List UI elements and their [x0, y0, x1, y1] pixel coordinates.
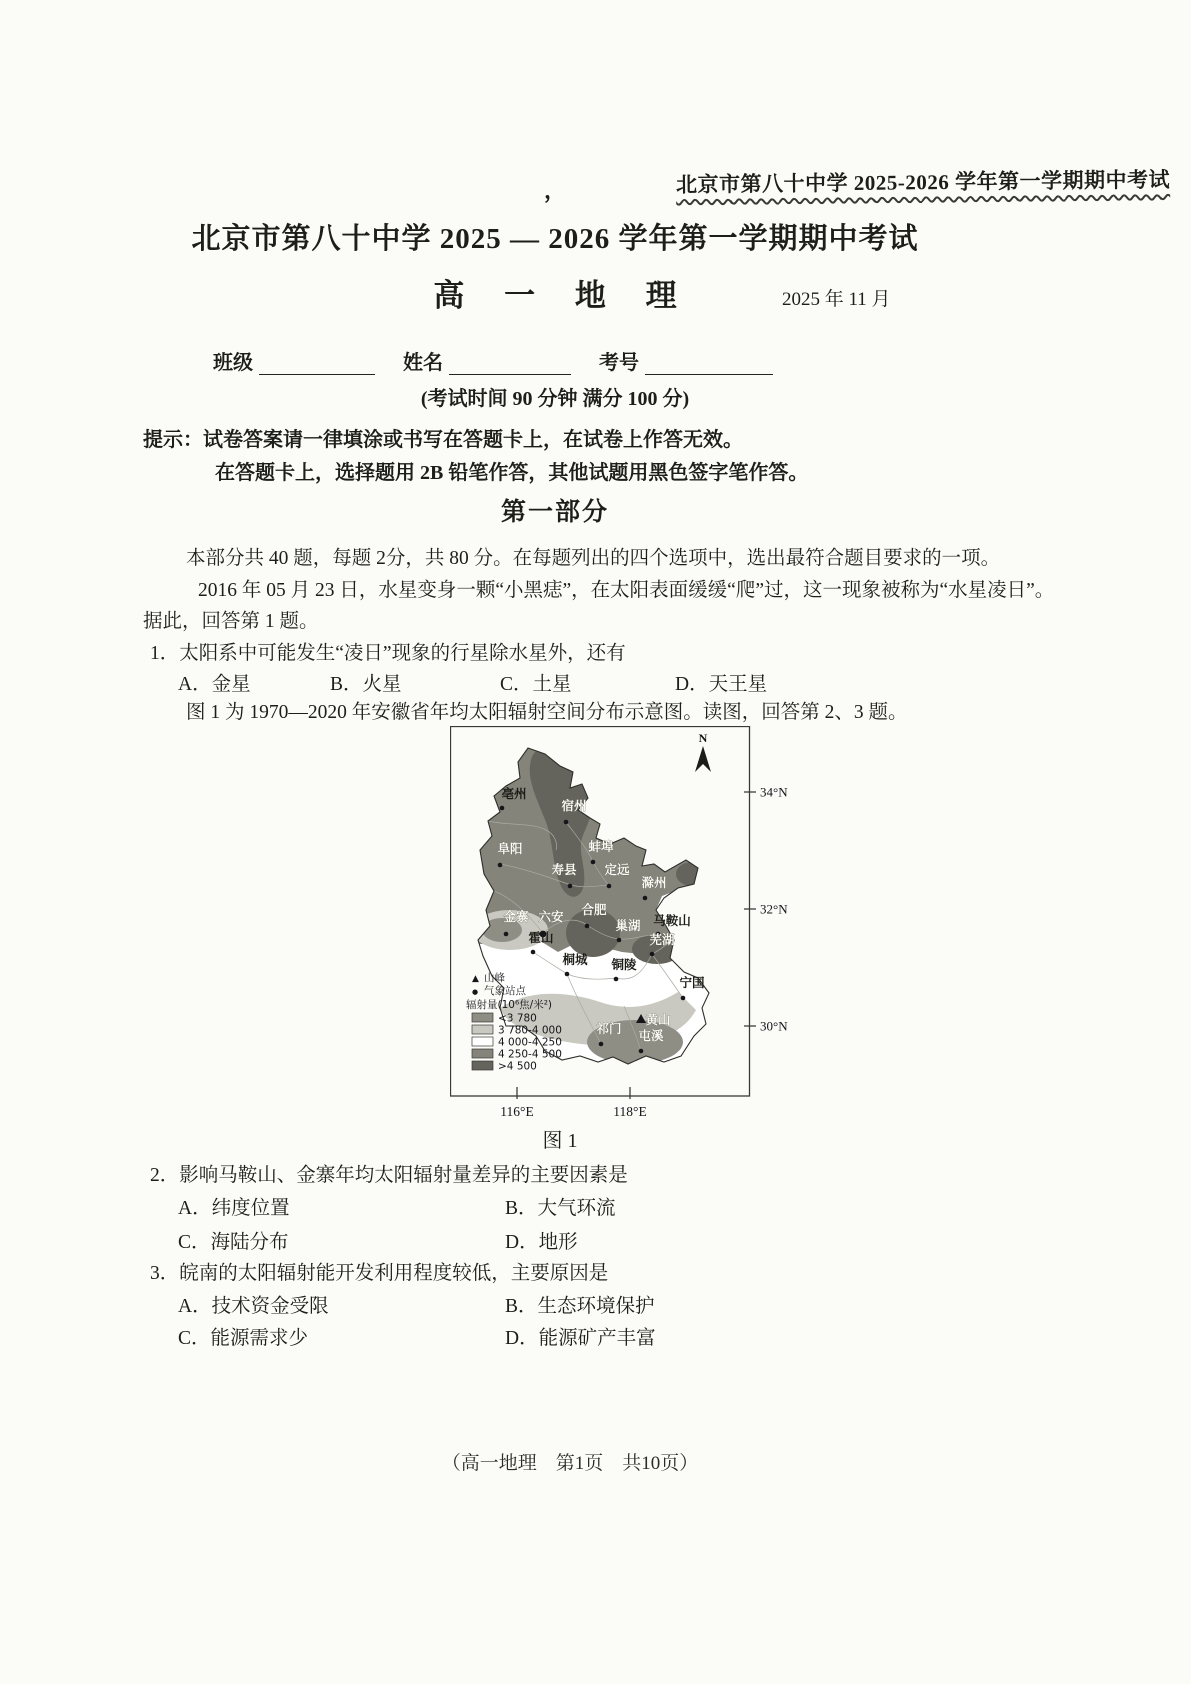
subject-title: 高 一 地 理: [433, 278, 693, 313]
legend-swatch: [472, 1013, 493, 1022]
weather-station-dot: [565, 972, 570, 977]
figure-intro: 图 1 为 1970—2020 年安徽省年均太阳辐射空间分布示意图。读图，回答第 2、3 题。: [186, 702, 908, 723]
option-2a: A．纬度位置: [178, 1198, 290, 1219]
city-label: 定远: [604, 862, 630, 877]
weather-station-dot: [681, 996, 686, 1001]
option-2d: D．地形: [505, 1232, 578, 1253]
exam-date: 2025 年 11 月: [782, 289, 891, 310]
option-3b: B．生态环境保护: [505, 1296, 655, 1317]
class-blank-line: [259, 352, 375, 375]
section-title: 第一部分: [500, 499, 609, 526]
city-label: 巢湖: [615, 918, 641, 933]
question-1-text: 太阳系中可能发生“凌日”现象的行星除水星外，还有: [179, 643, 626, 664]
weather-station-dot: [591, 860, 596, 865]
legend-class-label: <3 780: [498, 1012, 537, 1025]
city-label: 寿县: [551, 862, 577, 877]
question-1: [150, 637, 626, 665]
legend-swatch: [472, 1061, 493, 1070]
city-label: 铜陵: [611, 957, 637, 972]
legend-symbol-label: 气象站点: [484, 985, 526, 997]
question-2-options-row-2: [0, 1226, 1191, 1256]
exam-number-label: 考号: [599, 352, 639, 374]
city-label: 宁国: [679, 975, 705, 990]
longitude-label: 118°E: [613, 1104, 647, 1119]
question-1-options: [0, 668, 1191, 698]
city-label: 桐城: [562, 952, 588, 967]
weather-station-dot: [504, 932, 509, 937]
class-label: 班级: [213, 352, 253, 374]
city-label: 阜阳: [497, 841, 523, 856]
city-label: 祁门: [596, 1021, 622, 1036]
city-label: 宿州: [561, 798, 587, 813]
option-3c: C．能源需求少: [178, 1328, 309, 1349]
option-1a: A．金星: [178, 674, 251, 695]
weather-station-dot: [607, 884, 612, 889]
student-info-row: [213, 346, 773, 375]
weather-station-dot: [585, 924, 590, 929]
name-label: 姓名: [403, 352, 443, 374]
anhui-radiation-map: [450, 726, 800, 1122]
city-label: 黄山: [645, 1012, 671, 1027]
weather-station-dot: [639, 1049, 644, 1054]
city-label: 金寨: [503, 909, 529, 924]
option-3d: D．能源矿产丰富: [505, 1328, 656, 1349]
question-2-text: 影响马鞍山、金寨年均太阳辐射量差异的主要因素是: [179, 1165, 628, 1186]
latitude-label: 34°N: [760, 784, 788, 800]
question-context-line-2: 据此，回答第 1 题。: [143, 611, 319, 632]
question-3-text: 皖南的太阳辐射能开发利用程度较低，主要原因是: [179, 1263, 609, 1284]
city-label: 霍山: [528, 930, 554, 945]
weather-station-dot: [531, 950, 536, 955]
exam-title: 北京市第八十中学 2025 — 2026 学年第一学期期中考试: [191, 223, 919, 255]
option-2b: B．大气环流: [505, 1198, 616, 1219]
weather-station-dot: [650, 952, 655, 957]
city-label: 屯溪: [638, 1028, 664, 1043]
weather-station-dot: [617, 938, 622, 943]
page-footer: （高一地理 第1页 共10页）: [441, 1453, 699, 1474]
latitude-label: 32°N: [760, 901, 788, 917]
question-2-number: 2．: [150, 1165, 180, 1186]
weather-station-dot: [568, 884, 573, 889]
legend-symbol-glyph: ▲: [472, 974, 479, 984]
city-label: 亳州: [501, 786, 527, 801]
name-blank-line: [449, 352, 571, 375]
legend-symbol-label: 山峰: [484, 972, 505, 984]
weather-station-dot: [614, 977, 619, 982]
svg-text:N: N: [698, 731, 708, 745]
legend-swatch: [472, 1025, 493, 1034]
legend-class-label: >4 500: [498, 1060, 537, 1073]
legend-class-label: 4 250-4 500: [498, 1048, 562, 1061]
legend-swatch: [472, 1037, 493, 1046]
exam-duration-info: (考试时间 90 分钟 满分 100 分): [420, 388, 690, 410]
legend-title: 辐射量(10⁶焦/米²): [466, 999, 553, 1011]
city-label: 合肥: [581, 902, 607, 917]
figure-caption: 图 1: [542, 1130, 578, 1152]
radiation-zone-gt4500-northeast: [676, 862, 708, 886]
weather-station-dot: [599, 1042, 604, 1047]
notice-line-2: 在答题卡上，选择题用 2B 铅笔作答，其他试题用黑色签字笔作答。: [215, 462, 809, 484]
question-3: [150, 1257, 608, 1285]
exam-number-blank-line: [645, 352, 773, 375]
question-2-options-row-1: [0, 1192, 1191, 1222]
question-context-line-1: 2016 年 05 月 23 日，水星变身一颗“小黑痣”，在太阳表面缓缓“爬”过，这一现象被称为“水星凌日”。: [198, 580, 1055, 601]
figure-1-map: [450, 726, 800, 1122]
notice-label: 提示：: [143, 429, 203, 451]
header-school-banner: 北京市第八十中学 2025-2026 学年第一学期期中考试: [675, 167, 1171, 197]
legend-swatch: [472, 1049, 493, 1058]
option-2c: C．海陆分布: [178, 1232, 289, 1253]
city-label: 蚌埠: [588, 839, 614, 854]
notice-text-1: 试卷答案请一律填涂或书写在答题卡上，在试卷上作答无效。: [203, 429, 743, 451]
question-3-options-row-2: [0, 1322, 1191, 1352]
weather-station-dot: [500, 806, 505, 811]
latitude-label: 30°N: [760, 1018, 788, 1034]
option-3a: A．技术资金受限: [178, 1296, 329, 1317]
city-label: 滁州: [641, 875, 667, 890]
option-1d: D．天王星: [675, 674, 768, 695]
city-label: 六安: [538, 909, 564, 924]
stray-mark: ，: [544, 178, 567, 203]
question-1-number: 1．: [150, 643, 180, 664]
city-label: 芜湖: [649, 932, 675, 947]
legend-symbol-glyph: ●: [472, 988, 479, 996]
question-2: [150, 1159, 628, 1187]
option-1c: C．土星: [500, 674, 572, 695]
weather-station-dot: [564, 820, 569, 825]
weather-station-dot: [643, 896, 648, 901]
section-intro: 本部分共 40 题，每题 2分，共 80 分。在每题列出的四个选项中，选出最符合题目要求的一项。: [186, 548, 1001, 569]
notice-block: [143, 424, 1043, 490]
city-label: 马鞍山: [653, 913, 691, 928]
weather-station-dot: [498, 863, 503, 868]
option-1b: B．火星: [330, 674, 402, 695]
question-3-number: 3．: [150, 1263, 180, 1284]
longitude-label: 116°E: [500, 1104, 534, 1119]
question-3-options-row-1: [0, 1290, 1191, 1320]
legend-class-label: 3 780-4 000: [498, 1024, 562, 1037]
notice-line-1: [143, 424, 1043, 457]
north-arrow-icon: [695, 731, 711, 772]
legend-class-label: 4 000-4 250: [498, 1036, 562, 1049]
